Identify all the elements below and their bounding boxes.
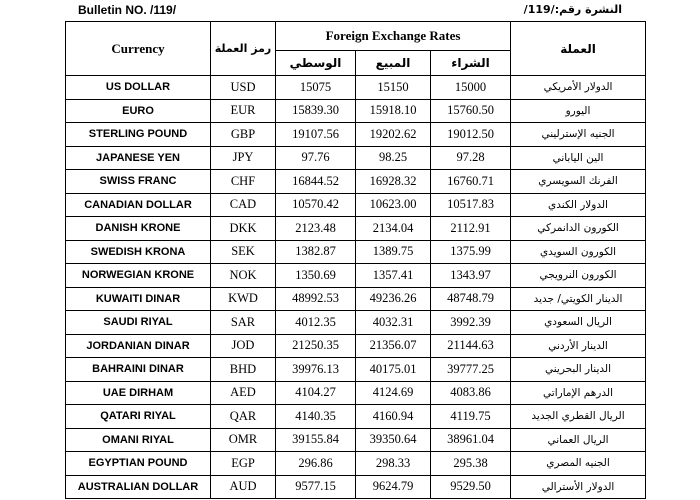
table-row xyxy=(66,193,646,217)
buy-rate: 1375.99 xyxy=(431,240,511,264)
currency-name: JAPANESE YEN xyxy=(66,146,211,170)
buy-rate: 15000 xyxy=(431,76,511,100)
middle-rate: 1382.87 xyxy=(276,240,356,264)
sell-rate: 4160.94 xyxy=(356,405,431,429)
sell-rate: 298.33 xyxy=(356,452,431,476)
table-row xyxy=(66,311,646,335)
table-row xyxy=(66,217,646,241)
sell-rate: 40175.01 xyxy=(356,358,431,382)
currency-code: GBP xyxy=(211,123,276,147)
table-row xyxy=(66,381,646,405)
table-row xyxy=(66,264,646,288)
sell-rate: 10623.00 xyxy=(356,193,431,217)
buy-rate: 21144.63 xyxy=(431,334,511,358)
currency-code: EGP xyxy=(211,452,276,476)
middle-rate: 15075 xyxy=(276,76,356,100)
sell-rate: 1389.75 xyxy=(356,240,431,264)
currency-name: US DOLLAR xyxy=(66,76,211,100)
buy-rate: 38961.04 xyxy=(431,428,511,452)
sell-rate: 16928.32 xyxy=(356,170,431,194)
currency-name-arabic: الريال السعودي xyxy=(511,311,646,335)
sell-rate: 15150 xyxy=(356,76,431,100)
currency-name-arabic: الفرنك السويسري xyxy=(511,170,646,194)
currency-code: AUD xyxy=(211,475,276,499)
currency-code: NOK xyxy=(211,264,276,288)
sell-rate: 4124.69 xyxy=(356,381,431,405)
currency-name: SAUDI RIYAL xyxy=(66,311,211,335)
currency-name-arabic: الدينار الأردني xyxy=(511,334,646,358)
sell-rate: 98.25 xyxy=(356,146,431,170)
sell-rate: 39350.64 xyxy=(356,428,431,452)
currency-code: SEK xyxy=(211,240,276,264)
table-row xyxy=(66,428,646,452)
currency-name-arabic: الين الياباني xyxy=(511,146,646,170)
currency-code: CHF xyxy=(211,170,276,194)
currency-name: SWISS FRANC xyxy=(66,170,211,194)
header-middle-rate: الوسطي xyxy=(276,51,356,76)
table-row xyxy=(66,475,646,499)
middle-rate: 4012.35 xyxy=(276,311,356,335)
currency-name-arabic: الجنيه المصري xyxy=(511,452,646,476)
table-row xyxy=(66,358,646,382)
table-row xyxy=(66,405,646,429)
buy-rate: 39777.25 xyxy=(431,358,511,382)
currency-code: QAR xyxy=(211,405,276,429)
currency-name: DANISH KRONE xyxy=(66,217,211,241)
currency-name-arabic: الريال القطري الجديد xyxy=(511,405,646,429)
buy-rate: 10517.83 xyxy=(431,193,511,217)
currency-name-arabic: الدولار الأمريكي xyxy=(511,76,646,100)
middle-rate: 97.76 xyxy=(276,146,356,170)
currency-name: NORWEGIAN KRONE xyxy=(66,264,211,288)
currency-name-arabic: اليورو xyxy=(511,99,646,123)
table-row xyxy=(66,452,646,476)
buy-rate: 4083.86 xyxy=(431,381,511,405)
table-row xyxy=(66,334,646,358)
buy-rate: 2112.91 xyxy=(431,217,511,241)
middle-rate: 16844.52 xyxy=(276,170,356,194)
currency-name: SWEDISH KRONA xyxy=(66,240,211,264)
middle-rate: 1350.69 xyxy=(276,264,356,288)
middle-rate: 39976.13 xyxy=(276,358,356,382)
buy-rate: 4119.75 xyxy=(431,405,511,429)
currency-name-arabic: الدينار الكويتي/ جديد xyxy=(511,287,646,311)
currency-name: CANADIAN DOLLAR xyxy=(66,193,211,217)
currency-name-arabic: الدولار الكندي xyxy=(511,193,646,217)
currency-name-arabic: الكورون الدانمركي xyxy=(511,217,646,241)
buy-rate: 97.28 xyxy=(431,146,511,170)
buy-rate: 295.38 xyxy=(431,452,511,476)
sell-rate: 9624.79 xyxy=(356,475,431,499)
buy-rate: 16760.71 xyxy=(431,170,511,194)
header-sell-rate: المبيع xyxy=(356,51,431,76)
currency-code: EUR xyxy=(211,99,276,123)
buy-rate: 3992.39 xyxy=(431,311,511,335)
currency-name: OMANI RIYAL xyxy=(66,428,211,452)
currency-code: KWD xyxy=(211,287,276,311)
bulletin-number: Bulletin NO. /119/ xyxy=(78,3,177,17)
currency-code: SAR xyxy=(211,311,276,335)
exchange-rates-table xyxy=(65,21,646,499)
header-currency: Currency xyxy=(66,22,211,76)
sell-rate: 15918.10 xyxy=(356,99,431,123)
currency-name-arabic: الدينار البحريني xyxy=(511,358,646,382)
currency-name: JORDANIAN DINAR xyxy=(66,334,211,358)
buy-rate: 48748.79 xyxy=(431,287,511,311)
buy-rate: 15760.50 xyxy=(431,99,511,123)
middle-rate: 15839.30 xyxy=(276,99,356,123)
bulletin-number-arabic: النشرة رقم:/119/ xyxy=(523,3,622,16)
middle-rate: 2123.48 xyxy=(276,217,356,241)
middle-rate: 48992.53 xyxy=(276,287,356,311)
currency-code: DKK xyxy=(211,217,276,241)
sell-rate: 49236.26 xyxy=(356,287,431,311)
middle-rate: 9577.15 xyxy=(276,475,356,499)
currency-name-arabic: الكورون النرويجي xyxy=(511,264,646,288)
middle-rate: 4104.27 xyxy=(276,381,356,405)
currency-code: AED xyxy=(211,381,276,405)
sell-rate: 19202.62 xyxy=(356,123,431,147)
currency-name-arabic: الكورون السويدي xyxy=(511,240,646,264)
currency-name: EGYPTIAN POUND xyxy=(66,452,211,476)
table-row xyxy=(66,240,646,264)
currency-name: EURO xyxy=(66,99,211,123)
middle-rate: 10570.42 xyxy=(276,193,356,217)
buy-rate: 19012.50 xyxy=(431,123,511,147)
table-row xyxy=(66,76,646,100)
currency-code: OMR xyxy=(211,428,276,452)
currency-name: BAHRAINI DINAR xyxy=(66,358,211,382)
currency-name-arabic: الدولار الأسترالي xyxy=(511,475,646,499)
currency-code: USD xyxy=(211,76,276,100)
currency-name: KUWAITI DINAR xyxy=(66,287,211,311)
buy-rate: 1343.97 xyxy=(431,264,511,288)
currency-name-arabic: الدرهم الإماراتي xyxy=(511,381,646,405)
header-buy-rate: الشراء xyxy=(431,51,511,76)
currency-name-arabic: الجنيه الإسترليني xyxy=(511,123,646,147)
table-row xyxy=(66,146,646,170)
sell-rate: 2134.04 xyxy=(356,217,431,241)
header-foreign-exchange-rates: Foreign Exchange Rates xyxy=(276,22,511,51)
rates-table-body xyxy=(66,76,646,499)
middle-rate: 4140.35 xyxy=(276,405,356,429)
currency-code: CAD xyxy=(211,193,276,217)
currency-name: QATARI RIYAL xyxy=(66,405,211,429)
middle-rate: 296.86 xyxy=(276,452,356,476)
table-row xyxy=(66,123,646,147)
middle-rate: 19107.56 xyxy=(276,123,356,147)
table-row xyxy=(66,99,646,123)
header-currency-arabic: العملة xyxy=(511,22,646,76)
middle-rate: 39155.84 xyxy=(276,428,356,452)
sell-rate: 4032.31 xyxy=(356,311,431,335)
currency-name-arabic: الريال العماني xyxy=(511,428,646,452)
header-currency-code-arabic: رمز العملة xyxy=(211,22,276,76)
table-row xyxy=(66,287,646,311)
currency-name: STERLING POUND xyxy=(66,123,211,147)
table-row xyxy=(66,170,646,194)
currency-code: JOD xyxy=(211,334,276,358)
currency-code: BHD xyxy=(211,358,276,382)
currency-code: JPY xyxy=(211,146,276,170)
buy-rate: 9529.50 xyxy=(431,475,511,499)
currency-name: UAE DIRHAM xyxy=(66,381,211,405)
middle-rate: 21250.35 xyxy=(276,334,356,358)
sell-rate: 21356.07 xyxy=(356,334,431,358)
sell-rate: 1357.41 xyxy=(356,264,431,288)
currency-name: AUSTRALIAN DOLLAR xyxy=(66,475,211,499)
